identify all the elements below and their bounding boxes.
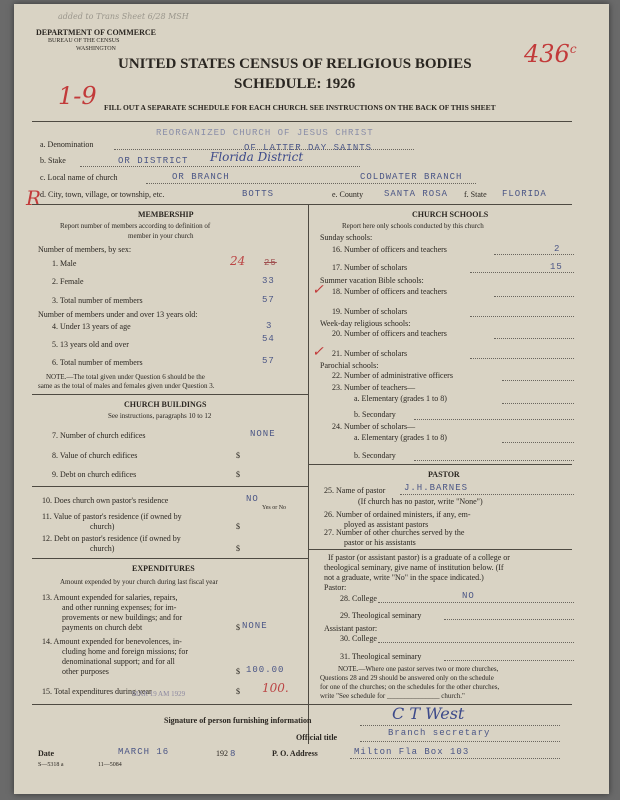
bureau-name: BUREAU OF THE CENSUS — [48, 38, 120, 44]
q15-value: 100. — [262, 681, 289, 695]
q25-value: J.H.BARNES — [404, 483, 469, 493]
q14-label-2: cluding home and foreign missions; for — [62, 647, 188, 656]
stake-value: Florida District — [210, 150, 304, 164]
q9-label: 9. Debt on church edifices — [52, 470, 137, 479]
local-name-label: c. Local name of church — [40, 173, 118, 182]
q12-label-2: church) — [90, 544, 115, 553]
check-mark-1: ✓ — [312, 282, 324, 298]
red-number: 436$^c$ — [524, 40, 577, 68]
schools-heading: CHURCH SCHOOLS — [412, 210, 489, 219]
q15-dollar: $ — [236, 687, 240, 696]
q14-dollar: $ — [236, 667, 240, 676]
county-label: e. County — [332, 190, 364, 199]
official-title-label: Official title — [296, 733, 338, 742]
q13-label-4: payments on church debt — [62, 623, 143, 632]
q24b-label: b. Secondary — [354, 451, 396, 460]
q5-label: 5. 13 years old and over — [52, 340, 129, 349]
q3-value: 57 — [262, 295, 275, 305]
q1-label: 1. Male — [52, 259, 77, 268]
expenditures-intro: Amount expended by your church during last fiscal year — [60, 578, 218, 586]
q7-label: 7. Number of church edifices — [52, 431, 146, 440]
pastor-subheading: Pastor: — [324, 583, 347, 592]
q29-label: 29. Theological seminary — [340, 611, 422, 620]
pastor-note-2: Questions 28 and 29 should be answered only on the schedule — [320, 674, 494, 682]
official-title-value: Branch secretary — [388, 728, 491, 738]
parochial-schools: Parochial schools: — [320, 361, 379, 370]
q17-label: 17. Number of scholars — [332, 263, 408, 272]
q24a-label: a. Elementary (grades 1 to 8) — [354, 433, 447, 442]
denomination-value: REORGANIZED CHURCH OF JESUS CHRIST — [156, 128, 374, 138]
q1-value: 24 — [230, 254, 246, 268]
under-over-label: Number of members under and over 13 years old: — [38, 310, 198, 319]
q11-label: 11. Value of pastor's residence (if owned by — [42, 512, 182, 521]
q23b-label: b. Secondary — [354, 410, 396, 419]
buildings-instr: See instructions, paragraphs 10 to 12 — [108, 412, 212, 420]
q27-label: 27. Number of other churches served by the — [324, 528, 465, 537]
q23a-label: a. Elementary (grades 1 to 8) — [354, 394, 447, 403]
membership-note-1: NOTE.—The total given under Question 6 should be the — [46, 373, 205, 381]
received-stamp: MAR 19 AM 1929 — [132, 690, 186, 698]
city-label: d. City, town, village, or township, etc. — [40, 190, 165, 199]
form-title: UNITED STATES CENSUS OF RELIGIOUS BODIES — [118, 56, 472, 72]
q14-label-4: other purposes — [62, 667, 109, 676]
pastor-heading: PASTOR — [428, 470, 460, 479]
dept-name: DEPARTMENT OF COMMERCE — [36, 28, 157, 37]
q12-dollar: $ — [236, 544, 240, 553]
pencil-note: added to Trans Sheet 6/28 MSH — [58, 12, 189, 21]
schools-intro: Report here only schools conducted by this church — [342, 222, 484, 230]
q30-label: 30. College — [340, 634, 377, 643]
q31-label: 31. Theological seminary — [340, 652, 422, 661]
membership-intro-2: member in your church — [128, 232, 194, 240]
city-value: BOTTS — [242, 189, 275, 199]
bureau-city: WASHINGTON — [76, 46, 116, 52]
q20-label: 20. Number of officers and teachers — [332, 329, 447, 338]
q2-value: 33 — [262, 276, 275, 286]
po-address-value: Milton Fla Box 103 — [354, 747, 470, 757]
membership-note-2: same as the total of males and females given under Question 3. — [38, 382, 215, 390]
state-label: f. State — [464, 190, 487, 199]
q11-label-2: church) — [90, 522, 115, 531]
q12-label: 12. Debt on pastor's residence (if owned by — [42, 534, 181, 543]
q28-value: NO — [462, 591, 475, 601]
q19-label: 19. Number of scholars — [332, 307, 408, 316]
q13-label-3: provements or new buildings; and for — [62, 613, 183, 622]
assistant-subheading: Assistant pastor: — [324, 624, 378, 633]
q15-label: 15. Total expenditures during year — [42, 687, 152, 696]
county-value: SANTA ROSA — [384, 189, 449, 199]
q25-note: (If church has no pastor, write "None") — [358, 497, 483, 506]
state-value: FLORIDA — [502, 189, 547, 199]
q3-label: 3. Total number of members — [52, 296, 143, 305]
signature-label: Signature of person furnishing information — [164, 716, 312, 725]
q5-value: 54 — [262, 334, 275, 344]
red-letter: R — [26, 186, 42, 210]
date-label: Date — [38, 749, 54, 758]
signature-value: C T West — [392, 704, 465, 723]
or-branch: OR BRANCH — [172, 172, 230, 182]
denomination-value-2: OF LATTER DAY SAINTS — [244, 143, 373, 153]
membership-intro-1: Report number of members according to definition of — [60, 222, 211, 230]
q7-value: NONE — [250, 429, 276, 439]
membership-heading: MEMBERSHIP — [138, 210, 194, 219]
q2-label: 2. Female — [52, 277, 84, 286]
po-address-label: P. O. Address — [272, 749, 318, 758]
grad-note-3: not a graduate, write "No" in the space indicated.) — [324, 573, 484, 582]
q4-value: 3 — [266, 321, 273, 331]
q23-label: 23. Number of teachers— — [332, 383, 416, 392]
weekday-schools: Week-day religious schools: — [320, 319, 411, 328]
q14-label-3: denominational support; and for all — [62, 657, 175, 666]
q17-value: 15 — [550, 262, 563, 272]
q13-label: 13. Amount expended for salaries, repairs, — [42, 593, 178, 602]
q14-value: 100.00 — [246, 665, 285, 675]
pastor-note-4: write "See schedule for _______________ church." — [320, 692, 465, 700]
q1-struck-value: 25 — [264, 258, 277, 268]
q22-label: 22. Number of administrative officers — [332, 371, 453, 380]
q4-label: 4. Under 13 years of age — [52, 322, 131, 331]
q13-dollar: $ — [236, 623, 240, 632]
q10-label: 10. Does church own pastor's residence — [42, 496, 169, 505]
year-prefix: 192 8 — [216, 749, 237, 759]
form-number-2: 11—5084 — [98, 762, 122, 768]
q11-dollar: $ — [236, 522, 240, 531]
form-subtitle: SCHEDULE: 1926 — [234, 76, 356, 92]
q24-label: 24. Number of scholars— — [332, 422, 416, 431]
census-schedule-page — [14, 4, 609, 794]
or-district: OR DISTRICT — [118, 156, 189, 166]
denomination-label: a. Denomination — [40, 140, 94, 149]
q28-label: 28. College — [340, 594, 377, 603]
red-section: 1-9 — [58, 82, 97, 110]
q18-label: 18. Number of officers and teachers — [332, 287, 447, 296]
q16-label: 16. Number of officers and teachers — [332, 245, 447, 254]
q14-label: 14. Amount expended for benevolences, in- — [42, 637, 182, 646]
q13-value: NONE — [242, 621, 268, 631]
q26-label-2: ployed as assistant pastors — [344, 520, 429, 529]
members-by-sex: Number of members, by sex: — [38, 245, 132, 254]
yes-or-no: Yes or No — [262, 505, 287, 511]
q8-label: 8. Value of church edifices — [52, 451, 138, 460]
form-instruction: FILL OUT A SEPARATE SCHEDULE FOR EACH CHURCH. SEE INSTRUCTIONS ON THE BACK OF THIS SHEET — [104, 103, 496, 112]
q10-value: NO — [246, 494, 259, 504]
q16-value: 2 — [554, 244, 561, 254]
grad-note-1: If pastor (or assistant pastor) is a graduate of a college or — [328, 553, 510, 562]
sunday-schools: Sunday schools: — [320, 233, 373, 242]
q27-label-2: pastor or his assistants — [344, 538, 416, 547]
stake-label: b. Stake — [40, 156, 66, 165]
expenditures-heading: EXPENDITURES — [132, 564, 195, 573]
grad-note-2: theological seminary, give name of institution below. (If — [324, 563, 504, 572]
q13-label-2: and other running expenses; for im- — [62, 603, 177, 612]
q6-value: 57 — [262, 356, 275, 366]
pastor-note-3: for one of the churches; on the schedules for the other churches, — [320, 683, 500, 691]
check-mark-2: ✓ — [312, 344, 324, 360]
pastor-note-1: NOTE.—Where one pastor serves two or more churches, — [338, 665, 499, 673]
date-value: MARCH 16 — [118, 747, 170, 757]
q6-label: 6. Total number of members — [52, 358, 143, 367]
form-number: S—5318 a — [38, 762, 64, 768]
q21-label: 21. Number of scholars — [332, 349, 408, 358]
q25-label: 25. Name of pastor — [324, 486, 386, 495]
summer-schools: Summer vacation Bible schools: — [320, 276, 424, 285]
q26-label: 26. Number of ordained ministers, if any, em- — [324, 510, 471, 519]
local-name-value: COLDWATER BRANCH — [360, 172, 463, 182]
buildings-heading: CHURCH BUILDINGS — [124, 400, 207, 409]
q8-dollar: $ — [236, 451, 240, 460]
q9-dollar: $ — [236, 470, 240, 479]
